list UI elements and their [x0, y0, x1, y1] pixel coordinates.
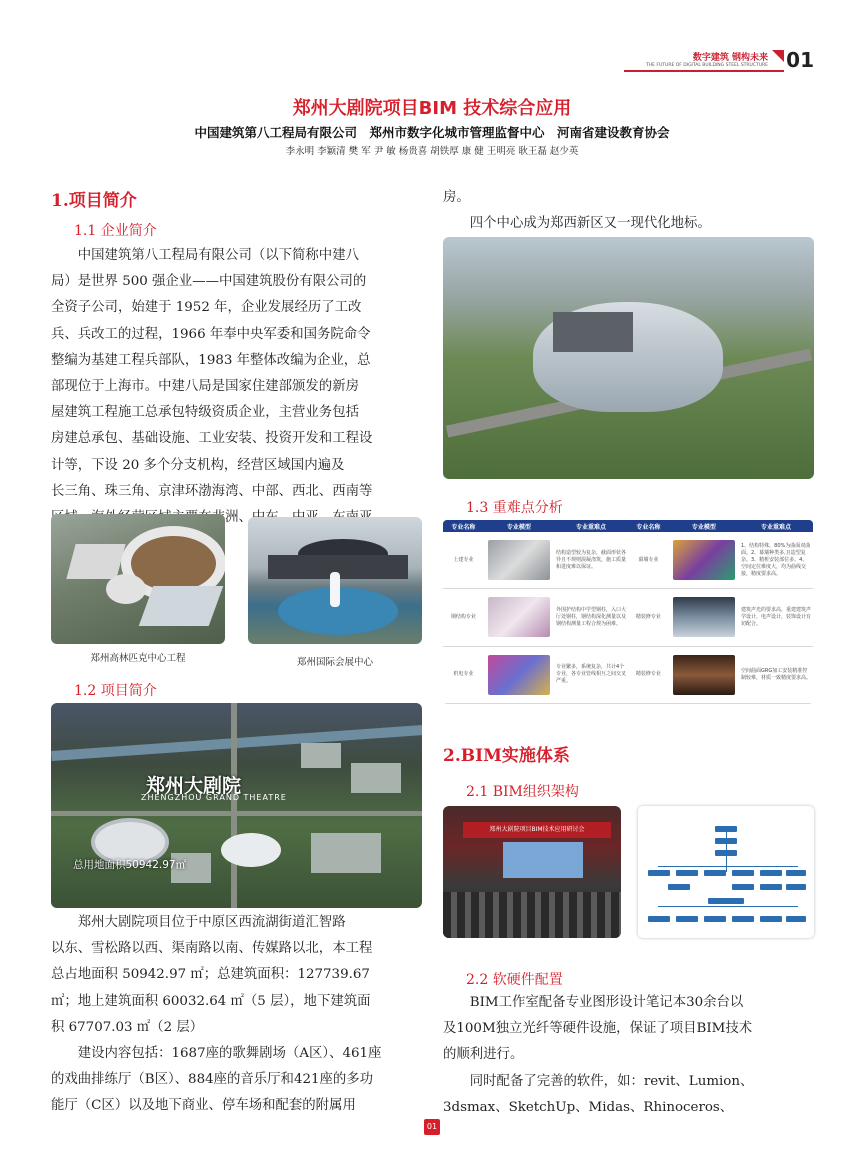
render-subtitle: ZHENGZHOU GRAND THEATRE: [141, 793, 287, 802]
model-thumbnail: [669, 589, 739, 646]
discipline-name: 钢结构专业: [443, 589, 484, 646]
table-header-row: [443, 520, 813, 532]
difficulty-analysis-table: [443, 520, 813, 704]
column-header: 专业重难点: [554, 520, 628, 532]
section-heading-2-2: 2.2 软硬件配置: [466, 972, 563, 988]
discipline-name: 土建专业: [443, 532, 484, 589]
model-thumbnail: [484, 532, 554, 589]
header-slogan: 数字建筑 钢构未来: [692, 53, 768, 63]
discipline-name: 幕墙专业: [628, 532, 669, 589]
difficulty-text: 外围护结构中学型钢柱，入口大厅处钢柱，钢结构深化测量以及钢结构测量工程合规为困难。: [554, 589, 628, 646]
caption-expo-center: 郑州国际会展中心: [296, 657, 373, 668]
section-heading-2-1: 2.1 BIM组织架构: [466, 784, 579, 800]
column-header: 专业名称: [443, 520, 484, 532]
project-aerial-render: [51, 703, 422, 908]
discipline-name: 机电专业: [443, 646, 484, 703]
footer-page-number: 01: [424, 1119, 440, 1135]
model-thumbnail: [669, 532, 739, 589]
section-heading-1: 1.项目简介: [51, 191, 137, 211]
section-heading-1-3: 1.3 重难点分析: [466, 500, 563, 516]
header-page-number: 01: [786, 48, 814, 72]
section-heading-1-2: 1.2 项目简介: [74, 683, 157, 699]
page-header: [624, 48, 814, 74]
difficulty-text: 1、结构特殊，80%为曲面双曲面。2、幕墙种类多,且造型复杂。3、精析安装部位多。4、空间定位难度大，均为曲线交接，精度要求高。: [739, 532, 813, 589]
model-thumbnail: [484, 589, 554, 646]
render-area-label: 总用地面积50942.97㎡: [73, 859, 187, 871]
render-title: 郑州大剧院: [146, 775, 242, 797]
olympic-center-photo: [51, 514, 225, 644]
table-row: [443, 589, 813, 646]
project-intro-paragraph: 郑州大剧院项目位于中原区西流湖街道汇智路 以东、雪松路以西、渠南路以南、传媒路以北，本工程 总占地面积 50942.97 ㎡；总建筑面积：127739.67 ㎡；地上建筑面积 60032.64 ㎡（5 层），地下建筑面 积 67707.03 ㎡（2 层）: [51, 915, 373, 1035]
column-header: 专业重难点: [739, 520, 813, 532]
article-authors: 李永明 李颖清 樊 军 尹 敏 杨贵喜 胡铁厚 康 健 王明亮 耿王磊 赵少英: [285, 146, 579, 157]
hardware-software-paragraph: BIM工作室配备专业图形设计笔记本30余台以 及100M独立光纤等硬件设施，保证了项目BIM技术 的顺利进行。 同时配备了完善的软件，如：revit、Lumion、 3dsmax、SketchUp、Midas、Rhinoceros、: [443, 995, 754, 1115]
difficulty-text: 结构造型较为复杂，截面形状各异且不规则混凝浇筑，施工质量和进度难以保证。: [554, 532, 628, 589]
table-row: [443, 646, 813, 703]
difficulty-text: 专业繁多，系统复杂，共计4个专业，各专业管线相互之间交叉严重。: [554, 646, 628, 703]
section-heading-2: 2.BIM实施体系: [443, 746, 570, 766]
difficulty-text: 空间曲面GRG加工安装精准控制较难，材质一致精度要求高。: [739, 646, 813, 703]
model-thumbnail: [669, 646, 739, 703]
paragraph-continuation: 房。 四个中心成为郑西新区又一现代化地标。: [443, 190, 711, 232]
column-header: 专业名称: [628, 520, 669, 532]
header-rule: [624, 70, 784, 72]
difficulty-text: 建筑声光的要求高，重建建筑声学设计，电声设计，装饰设计有切配合。: [739, 589, 813, 646]
company-intro-paragraph: 中国建筑第八工程局有限公司（以下简称中建八 局）是世界 500 强企业——中国建筑股份有限公司的 全资子公司，始建于 1952 年，企业发展经历了工改 兵、兵改工的过程，1966 年奉中央军委和国务院命令 整编为基建工程兵部队，1983 年整体改编为企业，总 部现位于上海市。中建八局是国家住建部颁发的新房 屋建筑工程施工总承包特级资质企业，主营业务包括 房建总承包、基础设施、工业安装、投资开发和工程设 计等，下设 20 多个分支机构，经营区域国内遍及 长三角、珠三角、京津环渤海湾、中部、西北、西南等: [51, 248, 373, 499]
construction-content-paragraph: 建设内容包括：1687座的歌舞剧场（A区）、461座 的戏曲排练厅（B区）、884座的音乐厅和421座的多功 能厅（C区）以及地下商业、停车场和配套的附属用: [51, 1046, 382, 1114]
section-heading-1-1: 1.1 企业简介: [74, 223, 157, 239]
column-header: 专业模型: [669, 520, 739, 532]
expo-center-photo: [248, 517, 422, 644]
table-row: [443, 532, 813, 589]
bim-meeting-photo: [443, 806, 621, 938]
article-organizations: 中国建筑第八工程局有限公司 郑州市数字化城市管理监督中心 河南省建设教育协会: [194, 125, 670, 140]
header-slogan-en: THE FUTURE OF DIGITAL BUILDING STEEL STRUCTURE: [645, 63, 768, 68]
model-thumbnail: [484, 646, 554, 703]
grand-theatre-render: [443, 237, 814, 479]
header-triangle-icon: [772, 50, 784, 62]
org-structure-chart: [638, 806, 814, 938]
caption-olympic-center: 郑州高林匹克中心工程: [90, 653, 186, 664]
meeting-banner: 郑州大剧院项目BIM技术应用研讨会: [463, 822, 611, 838]
article-title: 郑州大剧院项目BIM 技术综合应用: [292, 98, 572, 119]
column-header: 专业模型: [484, 520, 554, 532]
discipline-name: 精装修专业: [628, 646, 669, 703]
discipline-name: 精装修专业: [628, 589, 669, 646]
